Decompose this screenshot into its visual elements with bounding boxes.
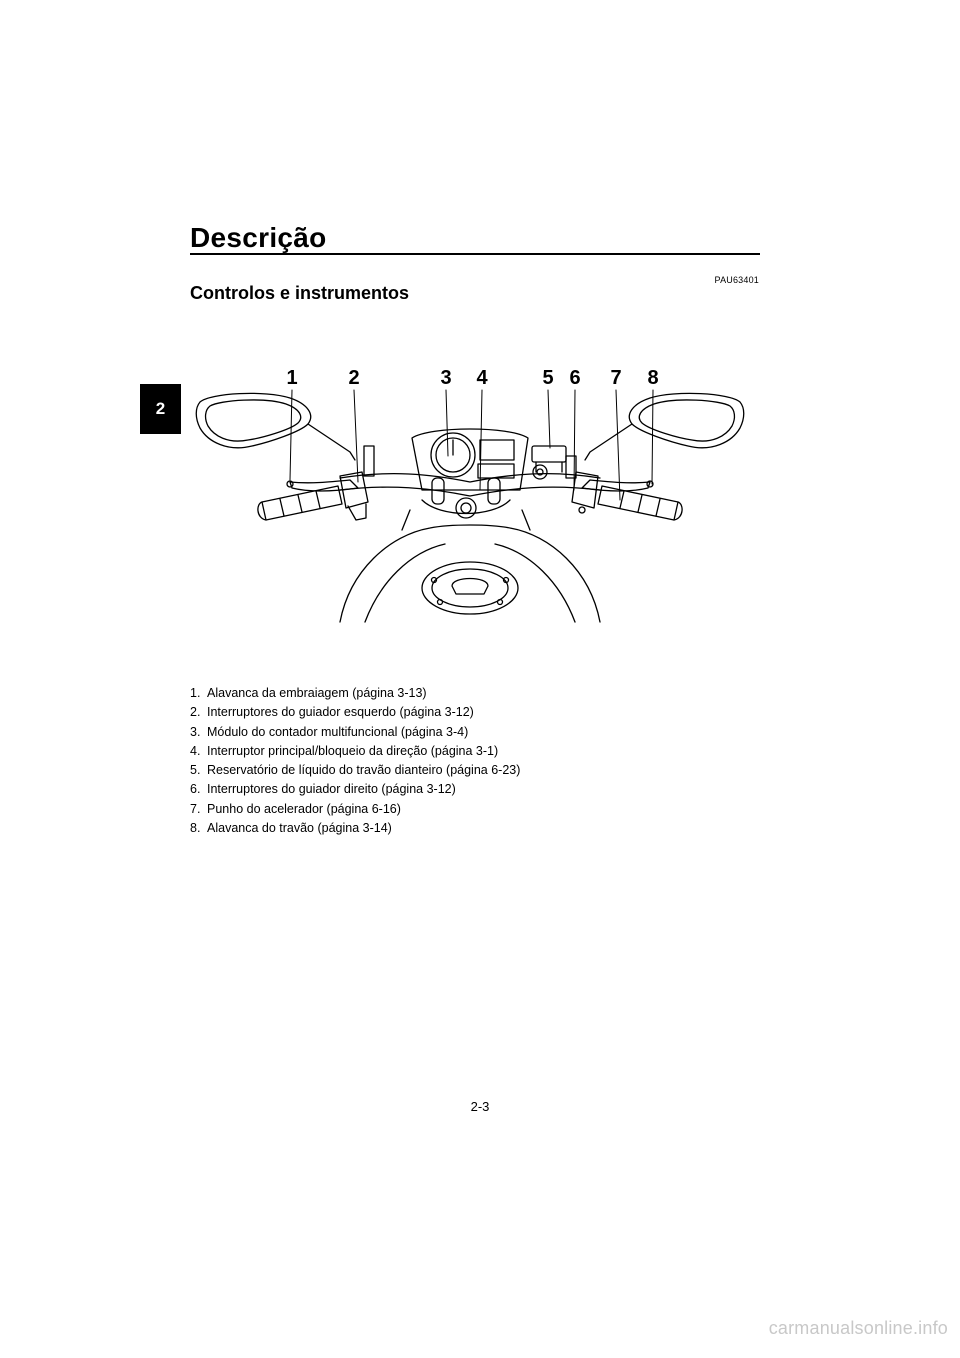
title-rule	[190, 253, 760, 255]
legend-text: Interruptores do guiador esquerdo (página 3-12)	[207, 705, 474, 720]
legend-text: Interruptor principal/bloqueio da direção (página 3-1)	[207, 743, 499, 758]
fuel-tank	[340, 525, 600, 622]
watermark: carmanualsonline.info	[768, 1318, 948, 1338]
right-mirror	[585, 393, 744, 460]
legend-text: Interruptores do guiador direito (página 3-12)	[207, 782, 456, 797]
legend-item	[190, 800, 520, 819]
handlebar-illustration	[190, 360, 750, 630]
legend-item	[190, 723, 520, 742]
callout-5: 5	[542, 367, 554, 389]
legend-number: 5.	[190, 763, 201, 778]
callout-8: 8	[647, 367, 659, 389]
page-title: Descrição	[190, 222, 327, 253]
callout-1: 1	[286, 367, 298, 389]
legend-number: 2.	[190, 705, 201, 720]
callout-labels	[286, 367, 658, 389]
section-title: Controlos e instrumentos	[190, 283, 410, 303]
legend-text: Módulo do contador multifuncional (página 3-4)	[207, 724, 469, 739]
handlebar	[340, 474, 600, 496]
legend-number: 1.	[190, 686, 201, 700]
multifunction-meter	[412, 429, 528, 490]
legend-number: 7.	[190, 801, 201, 816]
callout-4: 4	[476, 367, 488, 389]
legend-text: Alavanca da embraiagem (página 3-13)	[207, 686, 427, 700]
legend-item	[190, 780, 520, 799]
left-mirror	[196, 393, 355, 460]
legend-item	[190, 761, 520, 780]
legend-number: 3.	[190, 724, 201, 739]
right-switch-housing	[566, 456, 598, 513]
legend-item	[190, 703, 520, 722]
callout-6: 6	[569, 367, 581, 389]
legend-item	[190, 742, 520, 761]
page-number: 2-3	[470, 1099, 490, 1114]
legend-text: Alavanca do travão (página 3-14)	[207, 821, 392, 836]
brake-fluid-reservoir	[532, 446, 566, 472]
legend-list	[190, 684, 520, 838]
reference-code: PAU63401	[714, 275, 759, 285]
legend-number: 8.	[190, 821, 201, 836]
callout-7: 7	[610, 367, 622, 389]
legend-number: 6.	[190, 782, 201, 797]
legend-item	[190, 819, 520, 838]
callout-3: 3	[440, 367, 452, 389]
chapter-tab: 2	[140, 384, 181, 434]
callout-2: 2	[348, 367, 360, 389]
legend-item	[190, 684, 520, 703]
legend-text: Reservatório de líquido do travão dianteiro (página 6-23)	[207, 763, 521, 778]
legend-number: 4.	[190, 743, 201, 758]
main-switch	[533, 465, 547, 479]
leader-lines	[290, 390, 653, 500]
legend-text: Punho do acelerador (página 6-16)	[207, 801, 401, 816]
